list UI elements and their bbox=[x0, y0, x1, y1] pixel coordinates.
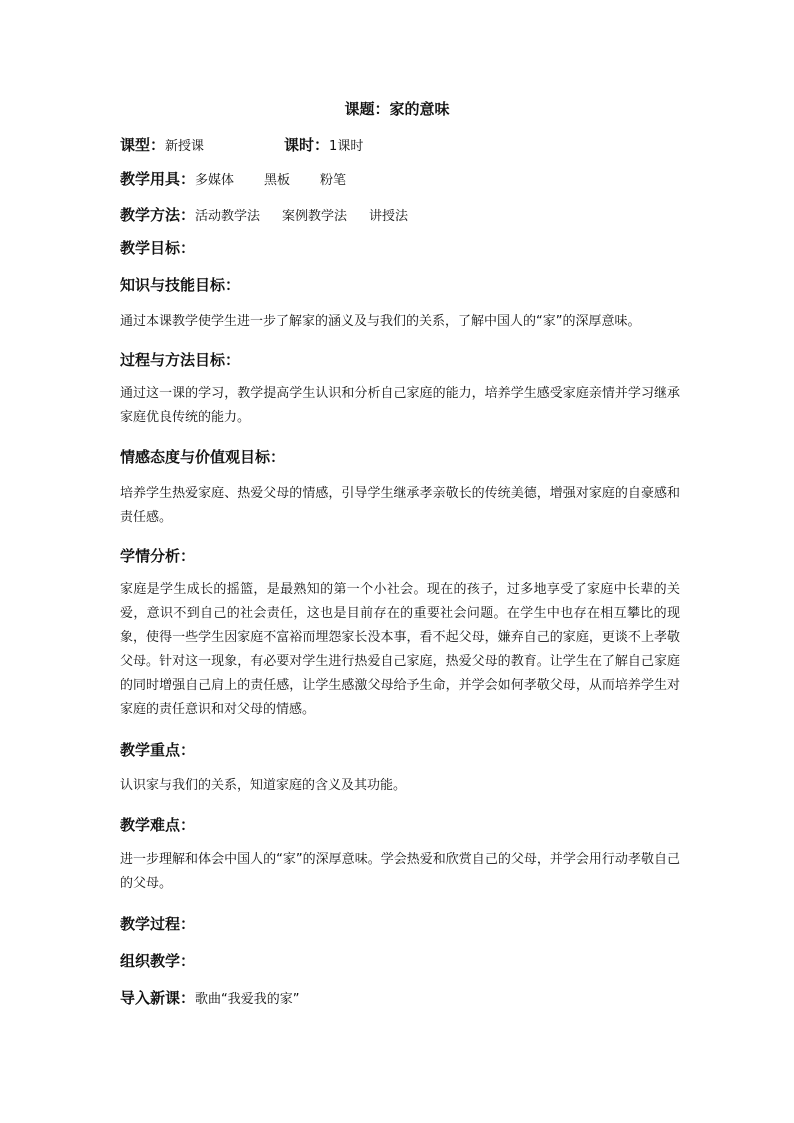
goals-heading: 教学目标： bbox=[120, 239, 196, 257]
tool-item: 黑板 bbox=[264, 173, 291, 188]
method-item: 活动教学法 bbox=[195, 209, 261, 224]
knowledge-paragraph: 通过本课教学使学生进一步了解家的涵义及与我们的关系，了解中国人的“家”的深厚意味。 bbox=[120, 314, 641, 329]
knowledge-heading: 知识与技能目标： bbox=[120, 276, 241, 294]
analysis-paragraph: 家庭是学生成长的摇篮，是最熟知的第一个小社会。现在的孩子，过多地享受了家庭中长辈的关爱，意识不到自己的社会责任，这也是目前存在的重要社会问题。在学生中也存在相互攀比的现象，使得一些学生因家庭不富裕而埋怨家长没本事，看不起父母，嫌弃自己的家庭，更谈不上孝敬父母。针对这一现象，有必要对学生进行热爱自己家庭，热爱父母的教育。让学生在了解自己家庭的同时增强自己肩上的责任感，让学生感激父母给予生命，并学会如何孝敬父母，从而培养学生对家庭的责任意识和对父母的情感。 bbox=[120, 582, 680, 717]
teaching-methods-label: 教学方法： bbox=[120, 206, 196, 224]
organize-heading: 组织教学： bbox=[120, 952, 196, 970]
analysis-heading: 学情分析： bbox=[120, 547, 196, 565]
method-item: 讲授法 bbox=[369, 209, 409, 224]
intro-label: 导入新课： bbox=[120, 989, 196, 1007]
lesson-type-line bbox=[120, 134, 363, 155]
key-points-paragraph: 认识家与我们的关系，知道家庭的含义及其功能。 bbox=[120, 778, 407, 793]
page-title: 课题：家的意味 bbox=[344, 100, 450, 118]
tool-item: 多媒体 bbox=[195, 173, 235, 188]
difficulty-paragraph: 进一步理解和体会中国人的“家”的深厚意味。学会热爱和欣赏自己的父母，并学会用行动孝敬自己的父母。 bbox=[120, 852, 680, 891]
key-points-heading: 教学重点： bbox=[120, 741, 196, 759]
process-heading: 过程与方法目标： bbox=[120, 351, 241, 369]
lesson-hours-label: 课时： bbox=[284, 136, 330, 154]
lesson-hours-value: 1课时 bbox=[329, 139, 364, 154]
lesson-type-value: 新授课 bbox=[165, 139, 205, 154]
procedure-heading: 教学过程： bbox=[120, 915, 196, 933]
emotion-paragraph: 培养学生热爱家庭、热爱父母的情感，引导学生继承孝亲敬长的传统美德，增强对家庭的自豪感和责任感。 bbox=[120, 486, 680, 525]
difficulty-heading: 教学难点： bbox=[120, 816, 196, 834]
tool-item: 粉笔 bbox=[320, 173, 347, 188]
process-paragraph: 通过这一课的学习，教学提高学生认识和分析自己家庭的能力，培养学生感受家庭亲情并学习继承家庭优良传统的能力。 bbox=[120, 386, 680, 425]
intro-value: 歌曲“我爱我的家” bbox=[195, 992, 300, 1007]
teaching-tools-label: 教学用具： bbox=[120, 170, 196, 188]
teaching-tools-line bbox=[120, 168, 346, 189]
intro-line bbox=[120, 987, 300, 1008]
teaching-methods-line bbox=[120, 204, 408, 225]
emotion-heading: 情感态度与价值观目标： bbox=[120, 448, 286, 466]
lesson-type-label: 课型： bbox=[120, 136, 166, 154]
method-item: 案例教学法 bbox=[282, 209, 348, 224]
